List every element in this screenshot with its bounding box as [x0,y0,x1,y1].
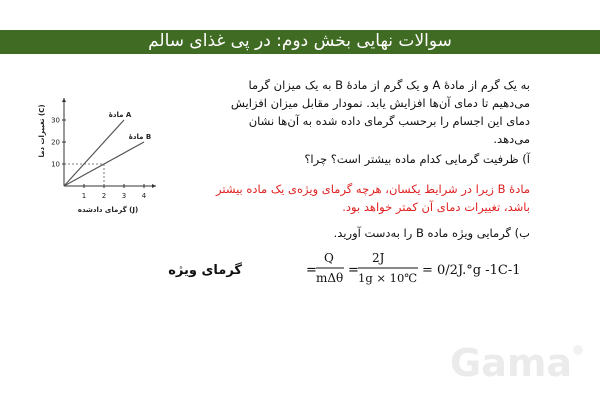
watermark-text: Gama [450,341,573,385]
frac1-num: Q [324,251,334,265]
watermark-logo [440,338,590,388]
y-axis-label: تغییرات دما (C) [38,104,46,158]
y-tick-label: 30 [51,116,60,125]
y-tick-label: 20 [51,138,60,147]
page-title: سوالات نهایی بخش دوم: در پی غذای سالم [148,31,452,51]
series-line-a [64,120,124,186]
x-axis-arrow [152,184,156,188]
question-part-a: آ) ظرفیت گرمایی کدام ماده بیشتر است؟ چرا؟ [304,152,530,166]
y-tick-label: 10 [51,160,60,169]
x-tick-label: 4 [141,192,147,200]
question-intro: به یک گرم از مادهٔ A و یک گرم از مادهٔ B به یک میزان گرما می‌دهیم تا دمای آن‌ها افزایش یابد. نمودار مقابل میزان افزایش دمای این اجسام را برحسب گرمای داده شده به آن‌ها نشان می‌دهد. [230,78,530,146]
formula-result: = 0/2J.°g -1C-1 [422,263,521,278]
temperature-heat-chart [36,82,156,214]
series-label: مادهٔ A [108,111,132,119]
x-tick-label: 3 [121,192,127,200]
frac2-den: 1g × 10℃ [358,271,418,285]
formula-eq: = [306,263,317,278]
x-axis-label: گرمای دادشده (J) [77,206,139,214]
y-axis-arrow [62,98,66,102]
specific-heat-formula [168,246,542,292]
top-white-bar [0,0,600,30]
frac2-num: 2J [372,251,385,265]
formula-lhs: گرمای ویژه [168,263,242,278]
watermark-dot [573,345,583,355]
x-tick-label: 2 [101,192,107,200]
x-tick-label: 1 [81,192,87,200]
answer-part-a: مادهٔ B زیرا در شرایط یکسان، هرچه گرمای ویژه‌ی یک ماده بیشتر باشد، تغییرات دمای آن کمتر خواهد بود. [216,182,530,214]
question-part-b: ب) گرمایی ویژه ماده B را به‌دست آورید. [333,226,530,240]
formula-eq2: = [348,263,359,278]
frac1-den: mΔθ [316,271,344,285]
series-label: مادهٔ B [128,133,152,141]
